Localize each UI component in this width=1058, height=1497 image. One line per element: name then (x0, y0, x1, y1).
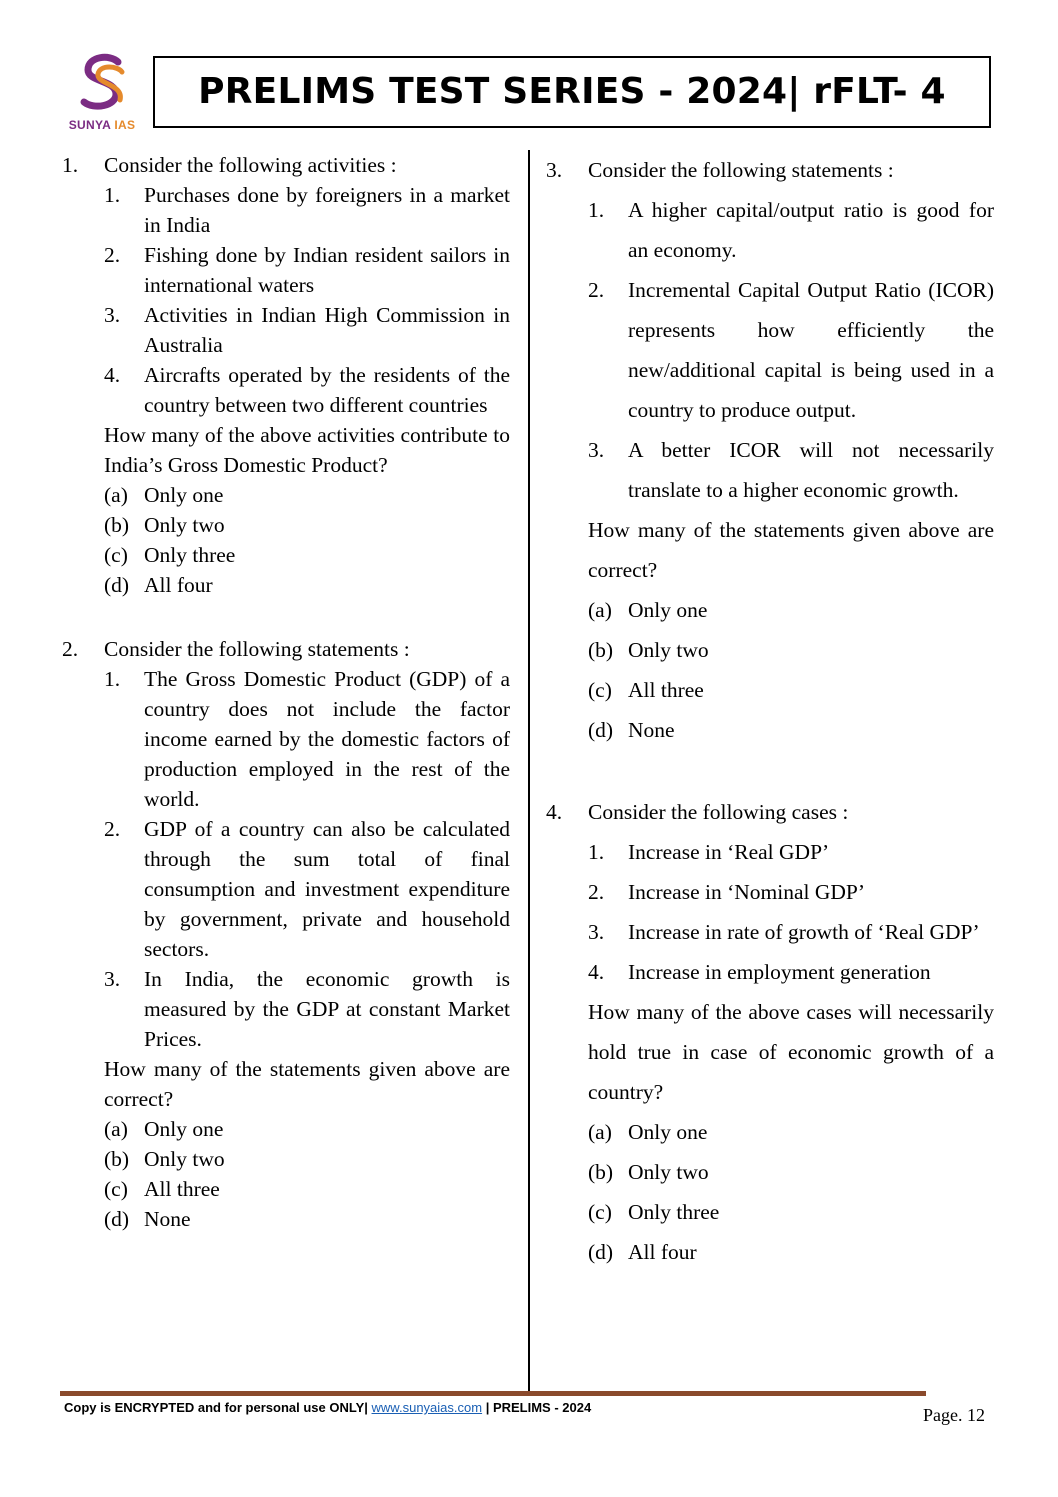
statement (104, 814, 510, 964)
question-number: 4. (546, 800, 563, 824)
option-label: (d) (104, 1207, 130, 1231)
question-number: 2. (62, 637, 79, 661)
option-label: (d) (588, 718, 614, 742)
option[interactable] (588, 1112, 994, 1152)
statement-text: Purchases done by foreigners in a market in India (144, 183, 510, 237)
option-label: (c) (104, 543, 128, 567)
question-header (62, 150, 510, 180)
option-text: Only one (144, 1117, 224, 1141)
question-prompt: Consider the following statements : (588, 158, 894, 182)
statement-text: Activities in Indian High Commission in Australia (144, 303, 510, 357)
option[interactable] (588, 670, 994, 710)
question-header (546, 792, 994, 832)
statement-text: Aircrafts operated by the residents of the country between two different countries (144, 363, 510, 417)
statement (588, 430, 994, 510)
statement-text: A higher capital/output ratio is good for an economy. (628, 198, 994, 262)
option-label: (b) (104, 513, 130, 537)
option-text: Only two (144, 1147, 225, 1171)
option[interactable] (104, 480, 510, 510)
option-text: All three (144, 1177, 220, 1201)
option[interactable] (588, 1232, 994, 1272)
option-text: Only two (628, 1160, 709, 1184)
option-label: (b) (588, 1160, 614, 1184)
statement-number: 3. (588, 920, 605, 944)
statement (104, 300, 510, 360)
sunya-logo-icon (74, 52, 130, 114)
option-text: All four (628, 1240, 697, 1264)
statement-number: 4. (104, 363, 121, 387)
statement-text: Increase in ‘Nominal GDP’ (628, 880, 866, 904)
question-stem: How many of the statements given above are correct? (588, 518, 994, 582)
option-label: (a) (588, 598, 612, 622)
question-prompt: Consider the following cases : (588, 800, 849, 824)
statement-number: 2. (104, 243, 121, 267)
statement-number: 1. (104, 183, 121, 207)
option[interactable] (104, 540, 510, 570)
statement (104, 360, 510, 420)
question-3 (546, 150, 994, 750)
page-number: Page. 12 (923, 1405, 985, 1425)
question-header (546, 150, 994, 190)
option[interactable] (104, 1204, 510, 1234)
option-label: (c) (588, 678, 612, 702)
option-text: All four (144, 573, 213, 597)
statement-number: 3. (104, 967, 121, 991)
statement-text: GDP of a country can also be calculated through the sum total of final consumption and investment expenditure by government, private and household sectors. (144, 817, 510, 961)
statement (588, 832, 994, 872)
question-4 (546, 792, 994, 1272)
option-text: Only two (144, 513, 225, 537)
option-label: (c) (588, 1200, 612, 1224)
option-text: Only three (144, 543, 236, 567)
question-stem: How many of the above cases will necessarily hold true in case of economic growth of a country? (588, 1000, 994, 1104)
statement (588, 190, 994, 270)
page-title: PRELIMS TEST SERIES - 2024| rFLT- 4 (198, 71, 946, 112)
footer-suffix: | PRELIMS - 2024 (482, 1400, 592, 1415)
question-2 (62, 634, 510, 1234)
statement (104, 664, 510, 814)
statement-text: In India, the economic growth is measured by the GDP at constant Market Prices. (144, 967, 510, 1051)
statement (104, 180, 510, 240)
option[interactable] (104, 1144, 510, 1174)
option-text: Only one (628, 598, 708, 622)
footer-notice-text: Copy is ENCRYPTED and for personal use ONLY| (64, 1400, 368, 1415)
statement (588, 912, 994, 952)
question-prompt: Consider the following statements : (104, 637, 410, 661)
option-text: Only two (628, 638, 709, 662)
left-column (62, 150, 510, 1268)
statement-number: 2. (104, 817, 121, 841)
option-label: (b) (104, 1147, 130, 1171)
option[interactable] (104, 1174, 510, 1204)
statement-number: 2. (588, 278, 605, 302)
option[interactable] (588, 590, 994, 630)
logo-suffix: IAS (114, 118, 136, 132)
statement-number: 1. (588, 198, 605, 222)
option-text: None (628, 718, 675, 742)
website-link[interactable]: www.sunyaias.com (371, 1400, 483, 1415)
option-label: (a) (588, 1120, 612, 1144)
question-stem: How many of the statements given above are correct? (104, 1057, 510, 1111)
question-stem: How many of the above activities contribute to India’s Gross Domestic Product? (104, 423, 510, 477)
statement-text: The Gross Domestic Product (GDP) of a country does not include the factor income earned by the domestic factors of production employed in the rest of the world. (144, 667, 510, 811)
statement-text: Increase in rate of growth of ‘Real GDP’ (628, 920, 980, 944)
statement-number: 4. (588, 960, 605, 984)
option-text: None (144, 1207, 191, 1231)
statement (104, 964, 510, 1054)
option[interactable] (104, 1114, 510, 1144)
statement-number: 1. (588, 840, 605, 864)
option-label: (d) (104, 573, 130, 597)
option[interactable] (104, 510, 510, 540)
statement-text: Incremental Capital Output Ratio (ICOR) represents how efficiently the new/additional capital is being used in a country to produce output. (628, 278, 994, 422)
statement-text: Fishing done by Indian resident sailors in international waters (144, 243, 510, 297)
option[interactable] (588, 1192, 994, 1232)
sunya-ias-logo (62, 52, 142, 138)
option[interactable] (588, 630, 994, 670)
question-prompt: Consider the following activities : (104, 153, 397, 177)
option-label: (b) (588, 638, 614, 662)
statement-text: A better ICOR will not necessarily translate to a higher economic growth. (628, 438, 994, 502)
logo-wordmark (62, 118, 142, 132)
statement (104, 240, 510, 300)
option-label: (a) (104, 1117, 128, 1141)
statement (588, 270, 994, 430)
question-header (62, 634, 510, 664)
option-label: (d) (588, 1240, 614, 1264)
column-divider (528, 150, 530, 1393)
logo-name: SUNYA (68, 118, 111, 132)
question-1 (62, 150, 510, 600)
footer-notice (64, 1400, 591, 1415)
option-text: Only one (144, 483, 224, 507)
statement-number: 3. (104, 303, 121, 327)
statement-number: 2. (588, 880, 605, 904)
option[interactable] (588, 1152, 994, 1192)
statement-text: Increase in employment generation (628, 960, 931, 984)
question-number: 3. (546, 158, 563, 182)
option-label: (c) (104, 1177, 128, 1201)
footer-rule (60, 1391, 926, 1396)
option[interactable] (588, 710, 994, 750)
option-label: (a) (104, 483, 128, 507)
option-text: Only three (628, 1200, 720, 1224)
right-column (546, 150, 994, 1314)
option-text: All three (628, 678, 704, 702)
statement (588, 872, 994, 912)
option-text: Only one (628, 1120, 708, 1144)
option[interactable] (104, 570, 510, 600)
statement (588, 952, 994, 992)
question-number: 1. (62, 153, 79, 177)
statement-text: Increase in ‘Real GDP’ (628, 840, 830, 864)
statement-number: 1. (104, 667, 121, 691)
title-box (153, 56, 991, 128)
statement-number: 3. (588, 438, 605, 462)
